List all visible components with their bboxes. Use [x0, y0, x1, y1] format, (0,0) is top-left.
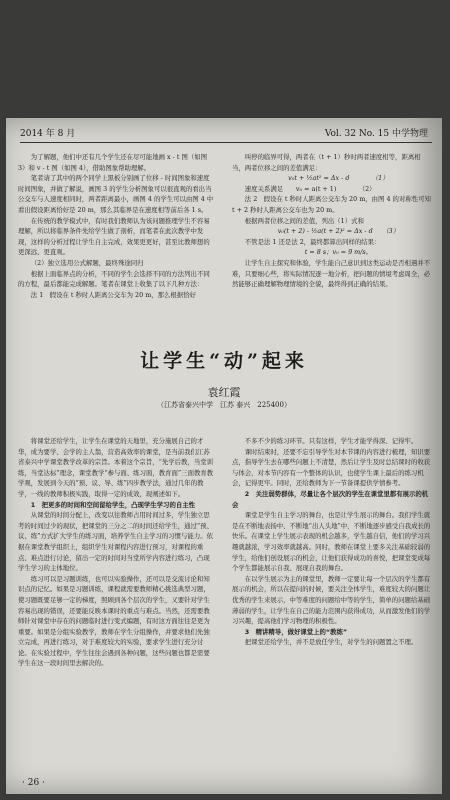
column-bottom-left: [18, 436, 214, 669]
column-top-right: [232, 152, 432, 290]
section-heading: 1 把更多的时间和空间留给学生，凸现学生学习的自主性: [30, 500, 196, 509]
header-rule: [20, 142, 432, 143]
paragraph: 在以学生展示为主的课堂里，教师一定要让每一个层次的学生都有展示的机会，所以在提问的时候，要关注全体学生，难度较大的问题让优秀的学生来展示，中等难度的问题给中等的学生，简单的问题给基础薄弱的学生，让学生在自己的能力范围内获得成功，从而激发他们的学习兴趣，提高他们学习物理的积极性。: [232, 574, 431, 626]
paragraph: 不管是法 1 还是法 2，最终都算出同样的结果：: [244, 237, 381, 246]
paragraph: 为了解题，他们中还有几个学生还在尽可能地画 x - t 图（如图 3）和 v - t 图（如图 4），借助图象帮助理解。: [18, 153, 208, 172]
equation-3: v₀(t + 2) - ½a(t + 2)² = Δx - d （3）: [277, 227, 400, 236]
paragraph: 根据上面临界点的分析，不同的学生会选择不同的方法列出不同的方程，最后都能完成解题。笔者在课堂上收集了以下几种方法：: [18, 269, 210, 289]
magazine-page: [6, 118, 442, 794]
article-title: 让学生“动”起来: [140, 350, 308, 372]
column-top-left: [18, 152, 214, 300]
equation-2: 速度关系满足 v₀ = a(t + 1) （2）: [244, 184, 376, 193]
column-bottom-right: [232, 436, 432, 648]
paragraph: 课时结束时，还要不忘引导学生对本节课的内容进行梳理，知识要点，指导学生去在哪些问题上不清楚，然后让学生及时总结课时的收获与体会，对本节内容有一个整体的认识，也使学生课上最后的练习机会，记得更牢。同时，还给教师为下一节备课提供学情参考。: [232, 447, 431, 488]
paragraph: 把课堂还给学生，并不是放任学生，对学生的问题置之不理。: [244, 638, 418, 647]
issue-date: 2014 年 8 月: [20, 129, 76, 139]
paragraph: 法 2 假设在 t 秒时人距离公交车为 20 m，由图 4 的对称性可知 t + 2 秒时人距离公交车也为 20 m。: [232, 195, 431, 214]
paragraph: （2）独立选用公式解题，最终殊途同归: [30, 258, 144, 267]
result: t = 8 s；v₀ = 9 m/s。: [304, 248, 373, 257]
paragraph: 从课堂的时间分配上，改变以往教师占用时间过多，学生独立思考的时间过少的现状，把课堂的三分之二的时间还给学生，通过“预、议、练”方式扩大学生的练习面，培养学生自主学习的习惯与能力。依据在课堂教学组织上，组织学生对课程内容进行预习，对课程的重点、难点进行讨论，留出一定的时间对当堂所学内容进行练习，凸现学生学习的主体地位。: [18, 511, 213, 573]
paragraph: 根据两者位移之间的差值，列出（1）式和: [244, 216, 364, 225]
paragraph: 法 1 假设在 t 秒时人距离公交车为 20 m，那么根据恰好: [30, 290, 196, 299]
equation-1: v₀t + ½at² = Δx - d （1）: [288, 174, 389, 183]
author-affiliation: （江苏省泰兴中学 江苏 泰兴 225400）: [157, 401, 291, 409]
section-heading: 2 关注弱势群体，尽量让各个层次的学生在课堂里都有展示的机会: [232, 489, 429, 509]
paragraph: 将课堂还给学生，让学生在课堂的天地里，充分施展自己的才华，成为要学、会学的主人翁，营造高效率的课堂，是当前我们江苏省泰兴中学课堂教学改革的宗旨。本着这个宗旨，“先学后教，当堂训练，当堂达标”理念，课堂教学“参与面、练习面，教育面”三面教育教学观，发展到今天的“预、议、导、练”四步教学法，通过几年的教学，一线的教师积极实践，取得一定的成效，现阐述如下。: [18, 437, 214, 498]
paragraph: 不多不少的练习环节。只有这样，学生才能学得深、记得牢。: [244, 437, 418, 445]
section-heading: 3 精讲精导，做好课堂上的“教练”: [244, 627, 348, 636]
paragraph: 笔者请了其中的两个同学上黑板分别画了位移 - 时间图象和速度时间图象，并做了解说，画图 3 的学生分析图象可以很直观的看出当公交车与人速度相同时，两者距离最小，画图 4 的学生可以由图 4 中看出假设距离恰好是 20 m，那么其临界是在速度相等前后各 1 s。: [18, 174, 214, 214]
paragraph: 叫停的临界可得，两者在（t + 1）秒时两者速度相等，距离相当，两者位移之间的差值满足：: [232, 153, 421, 172]
paragraph: 练习可以是习题训练，也可以实验操作，还可以是交流讨论和知识点的记忆。如果是习题训练，课程就需要教师精心挑选典型习题，使习题既要足够一定的梯度，照顾到各个层次的学生，又要针对学生容易出现的错误，还要能反映本课时的重点与难点。当然，还需要教师针对课堂中存在的问题临时进行变式编题，有时这方面往往是更为重要。如果是分组实验教学，教师在学生分组操作，并要求他们先独立完成，再进行练习，对于难度较大的实验，要求学生进行充分讨论。在实验过程中，学生往往会遇到各种问题，这些问题也都是需要学生在这一段时间里去解决的。: [18, 574, 210, 668]
paragraph: 在传统的教学模式中，有时我们教师认为该问题推理学生不容易理解，所以将临界条件先给学生做了剖析，而笔者在此次教学中发现，这样的分析过程让学生自主完成，效果更更好，甚至比教师想的更深远、更直观。: [18, 216, 210, 257]
running-header: [20, 126, 432, 142]
journal-volume: Vol. 32 No. 15 中学物理: [324, 129, 428, 139]
page-number: · 26 ·: [22, 778, 45, 788]
paragraph: 课堂是学生自主学习的舞台，也是让学生展示的舞台。我们学生就是在不断地表扬中、不断地“出人头地”中，不断地逐步感受自我成长的快乐。在课堂上学生展示表现的机会越多，学生越自信，他们的学习兴趣就越浓，学习效率就越高。同时，教师在课堂上要多关注基础较弱的学生，给他们创设展示的机会，让他们获得成功的喜悦，把课堂变成每个学生都能展示自我、展现自我的舞台。: [232, 511, 431, 573]
paragraph: 让学生自主探究和体验，学生能自己意识到这类运动是否相遇并不难，只要细心些，将实际情况逐一地分析，把问题的情境考虑周全，必然能够正确理解物理情境的全貌，最终得到正确的结果。: [232, 258, 431, 289]
article-author: 袁红霞: [207, 386, 241, 399]
